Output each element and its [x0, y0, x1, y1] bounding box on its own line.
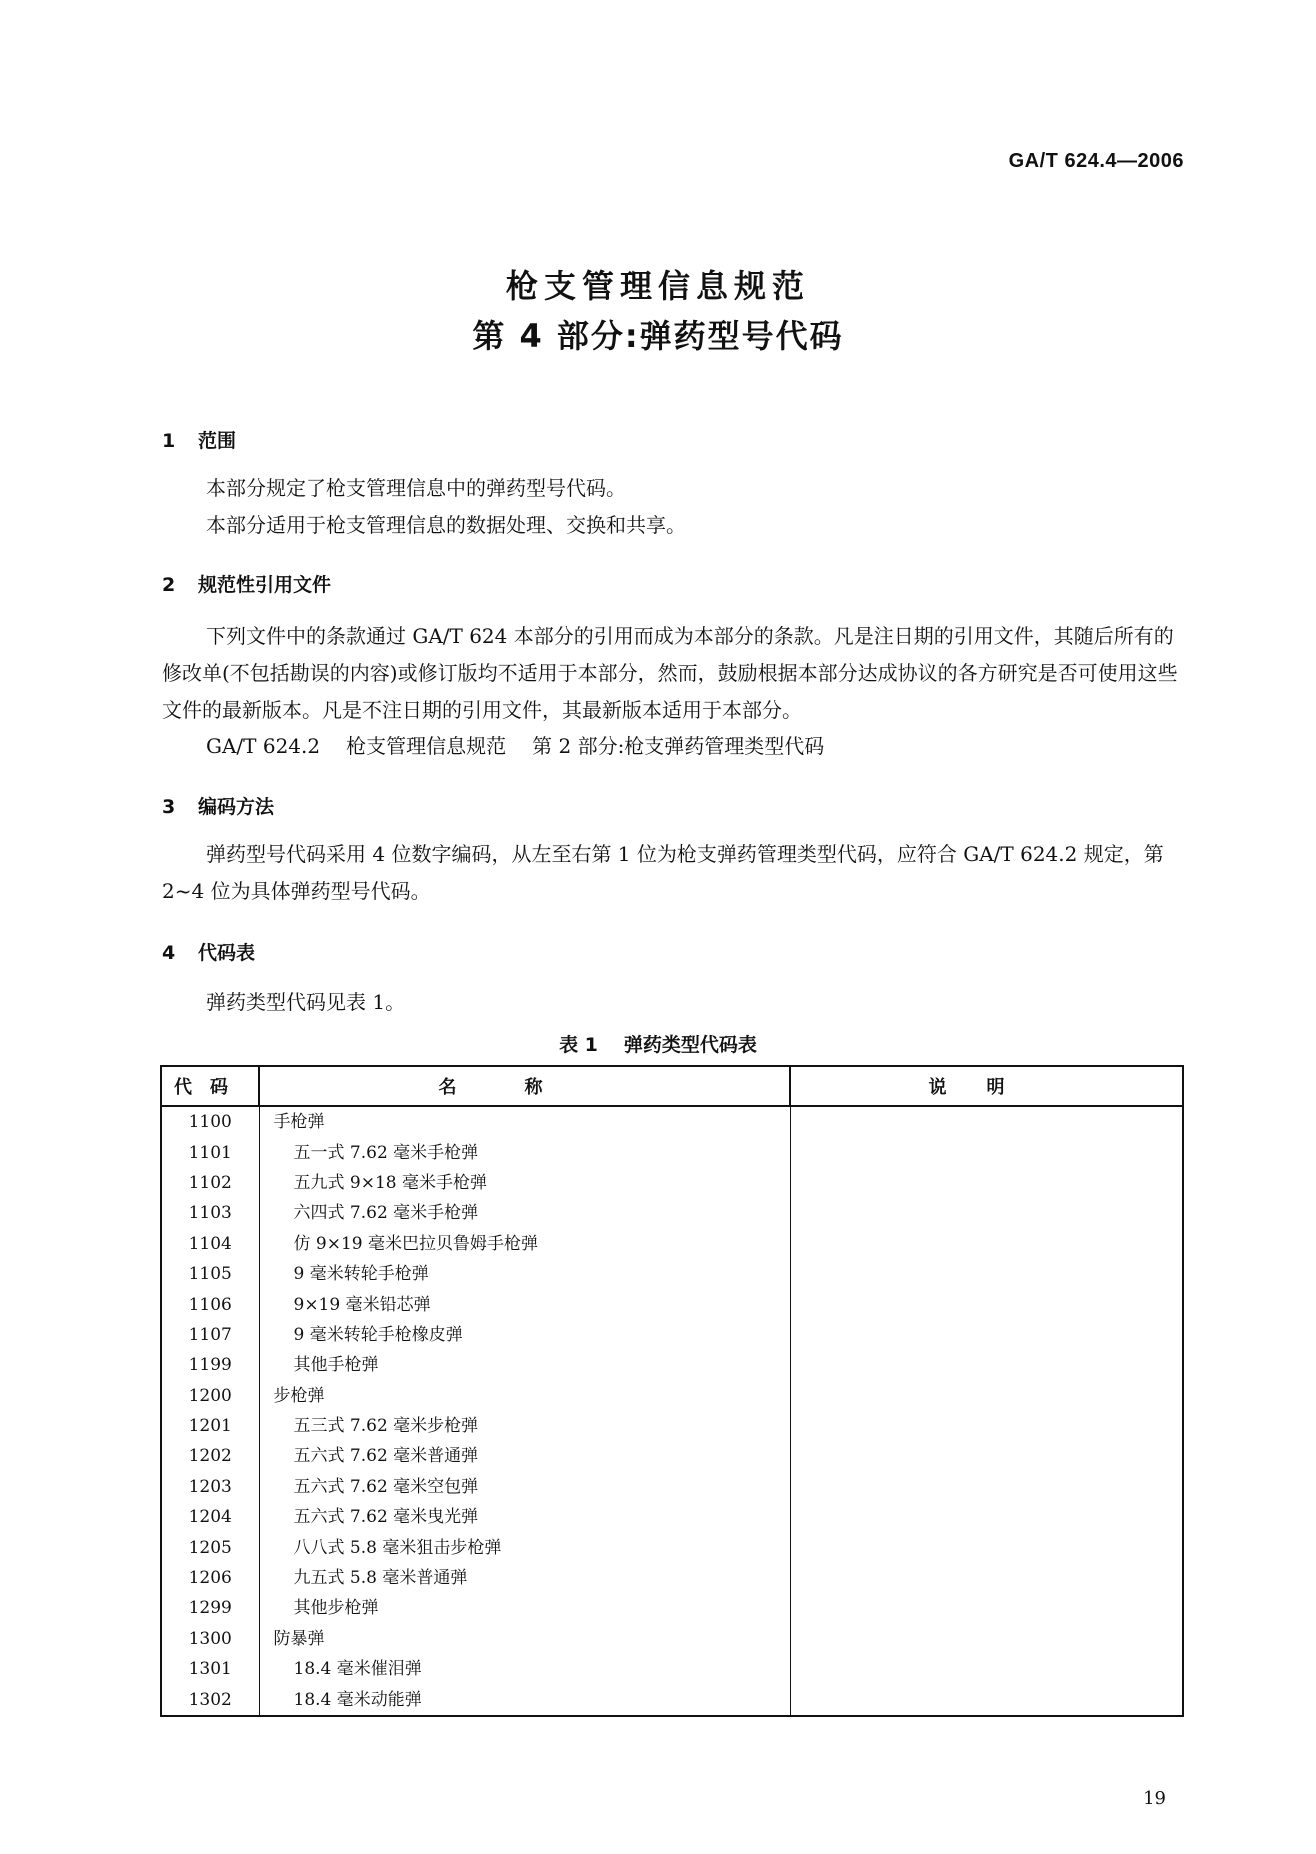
row-code: 1301: [161, 1654, 259, 1684]
row-description: [790, 1350, 1183, 1380]
row-item-name: 五三式 7.62 毫米步枪弹: [259, 1411, 790, 1441]
row-item-name: 其他手枪弹: [259, 1350, 790, 1380]
row-item-name: 仿 9×19 毫米巴拉贝鲁姆手枪弹: [259, 1229, 790, 1259]
document-title: [0, 262, 1316, 362]
table-caption-title: 弹药类型代码表: [623, 1034, 757, 1056]
table-row: [161, 1320, 1183, 1350]
table-row: [161, 1684, 1183, 1715]
row-code: 1203: [161, 1472, 259, 1502]
section-number: 3: [162, 796, 176, 818]
reference-part: 第 2 部分:枪支弹药管理类型代码: [532, 734, 825, 758]
row-item-name: 五一式 7.62 毫米手枪弹: [259, 1137, 790, 1167]
row-code: 1107: [161, 1320, 259, 1350]
row-description: [790, 1229, 1183, 1259]
section-4-para-1: 弹药类型代码见表 1。: [206, 990, 406, 1014]
row-code: 1199: [161, 1350, 259, 1380]
row-item-name: 9 毫米转轮手枪橡皮弹: [259, 1320, 790, 1350]
row-code: 1300: [161, 1624, 259, 1654]
table-row: [161, 1532, 1183, 1562]
row-code: 1106: [161, 1289, 259, 1319]
row-description: [790, 1289, 1183, 1319]
table-row: [161, 1168, 1183, 1198]
normative-reference: [206, 728, 1226, 765]
title-line-2: 第 4 部分:弹药型号代码: [472, 317, 844, 355]
section-title: 编码方法: [198, 796, 275, 818]
section-4-heading: [162, 938, 255, 965]
table-row: [161, 1441, 1183, 1471]
ammunition-code-table: [160, 1065, 1184, 1717]
section-number: 2: [162, 574, 176, 596]
row-code: 1299: [161, 1593, 259, 1623]
row-code: 1101: [161, 1137, 259, 1167]
reference-code: GA/T 624.2: [206, 734, 321, 758]
section-2-heading: [162, 570, 331, 597]
row-item-name: 18.4 毫米动能弹: [259, 1684, 790, 1715]
column-header-name: 名称: [259, 1066, 790, 1106]
row-item-name: 五九式 9×18 毫米手枪弹: [259, 1168, 790, 1198]
row-description: [790, 1106, 1183, 1137]
row-description: [790, 1137, 1183, 1167]
section-3-para-1: 弹药型号代码采用 4 位数字编码，从左至右第 1 位为枪支弹药管理类型代码，应符合 GA/T 624.2 规定，第 2~4 位为具体弹药型号代码。: [162, 842, 1164, 903]
table-row: [161, 1350, 1183, 1380]
section-number: 1: [162, 430, 176, 452]
section-3-heading: [162, 792, 274, 819]
table-row: [161, 1654, 1183, 1684]
row-description: [790, 1563, 1183, 1593]
row-item-name: 九五式 5.8 毫米普通弹: [259, 1563, 790, 1593]
row-code: 1201: [161, 1411, 259, 1441]
row-description: [790, 1381, 1183, 1411]
section-number: 4: [162, 942, 176, 964]
row-category-name: 手枪弹: [259, 1106, 790, 1137]
row-code: 1200: [161, 1381, 259, 1411]
table-row: [161, 1472, 1183, 1502]
table-row: [161, 1563, 1183, 1593]
standard-code: GA/T 624.4—2006: [1008, 150, 1184, 172]
table-caption-label: 表 1: [559, 1034, 598, 1056]
page-number: 19: [1143, 1788, 1166, 1809]
row-item-name: 9×19 毫米铅芯弹: [259, 1289, 790, 1319]
table-row: [161, 1381, 1183, 1411]
table-row: [161, 1229, 1183, 1259]
row-item-name: 八八式 5.8 毫米狙击步枪弹: [259, 1532, 790, 1562]
row-code: 1103: [161, 1198, 259, 1228]
row-item-name: 五六式 7.62 毫米空包弹: [259, 1472, 790, 1502]
table-row: [161, 1198, 1183, 1228]
table-caption: [0, 1030, 1316, 1057]
row-category-name: 防暴弹: [259, 1624, 790, 1654]
row-code: 1105: [161, 1259, 259, 1289]
row-item-name: 六四式 7.62 毫米手枪弹: [259, 1198, 790, 1228]
row-code: 1102: [161, 1168, 259, 1198]
table-body: [161, 1106, 1183, 1716]
row-code: 1202: [161, 1441, 259, 1471]
table-row: [161, 1106, 1183, 1137]
row-code: 1205: [161, 1532, 259, 1562]
section-title: 范围: [198, 430, 237, 452]
row-description: [790, 1198, 1183, 1228]
row-description: [790, 1259, 1183, 1289]
section-1-heading: [162, 426, 236, 453]
row-description: [790, 1654, 1183, 1684]
row-description: [790, 1593, 1183, 1623]
row-description: [790, 1411, 1183, 1441]
section-1-para-2: 本部分适用于枪支管理信息的数据处理、交换和共享。: [206, 513, 686, 537]
title-line-1: 枪支管理信息规范: [505, 267, 810, 305]
table-row: [161, 1502, 1183, 1532]
table-row: [161, 1289, 1183, 1319]
table-header-row: [161, 1066, 1183, 1106]
reference-title: 枪支管理信息规范: [346, 734, 507, 758]
row-item-name: 五六式 7.62 毫米曳光弹: [259, 1502, 790, 1532]
row-description: [790, 1624, 1183, 1654]
row-description: [790, 1441, 1183, 1471]
section-title: 规范性引用文件: [198, 574, 332, 596]
row-description: [790, 1502, 1183, 1532]
row-description: [790, 1168, 1183, 1198]
row-code: 1302: [161, 1684, 259, 1715]
table-row: [161, 1593, 1183, 1623]
table-row: [161, 1259, 1183, 1289]
row-code: 1104: [161, 1229, 259, 1259]
table-row: [161, 1411, 1183, 1441]
row-description: [790, 1472, 1183, 1502]
row-item-name: 五六式 7.62 毫米普通弹: [259, 1441, 790, 1471]
row-description: [790, 1320, 1183, 1350]
row-item-name: 9 毫米转轮手枪弹: [259, 1259, 790, 1289]
table-row: [161, 1137, 1183, 1167]
row-item-name: 18.4 毫米催泪弹: [259, 1654, 790, 1684]
column-header-description: 说明: [790, 1066, 1183, 1106]
row-description: [790, 1684, 1183, 1715]
row-description: [790, 1532, 1183, 1562]
row-item-name: 其他步枪弹: [259, 1593, 790, 1623]
row-code: 1100: [161, 1106, 259, 1137]
section-title: 代码表: [198, 942, 256, 964]
table-row: [161, 1624, 1183, 1654]
section-2-para-1: 下列文件中的条款通过 GA/T 624 本部分的引用而成为本部分的条款。凡是注日期的引用文件，其随后所有的修改单(不包括勘误的内容)或修订版均不适用于本部分，然而，鼓励根据本部分达成协议的各方研究是否可使用这些文件的最新版本。凡是不注日期的引用文件，其最新版本适用于本部分。: [162, 624, 1178, 722]
column-header-code: 代码: [161, 1066, 259, 1106]
row-category-name: 步枪弹: [259, 1381, 790, 1411]
section-1-para-1: 本部分规定了枪支管理信息中的弹药型号代码。: [206, 476, 626, 500]
row-code: 1204: [161, 1502, 259, 1532]
row-code: 1206: [161, 1563, 259, 1593]
